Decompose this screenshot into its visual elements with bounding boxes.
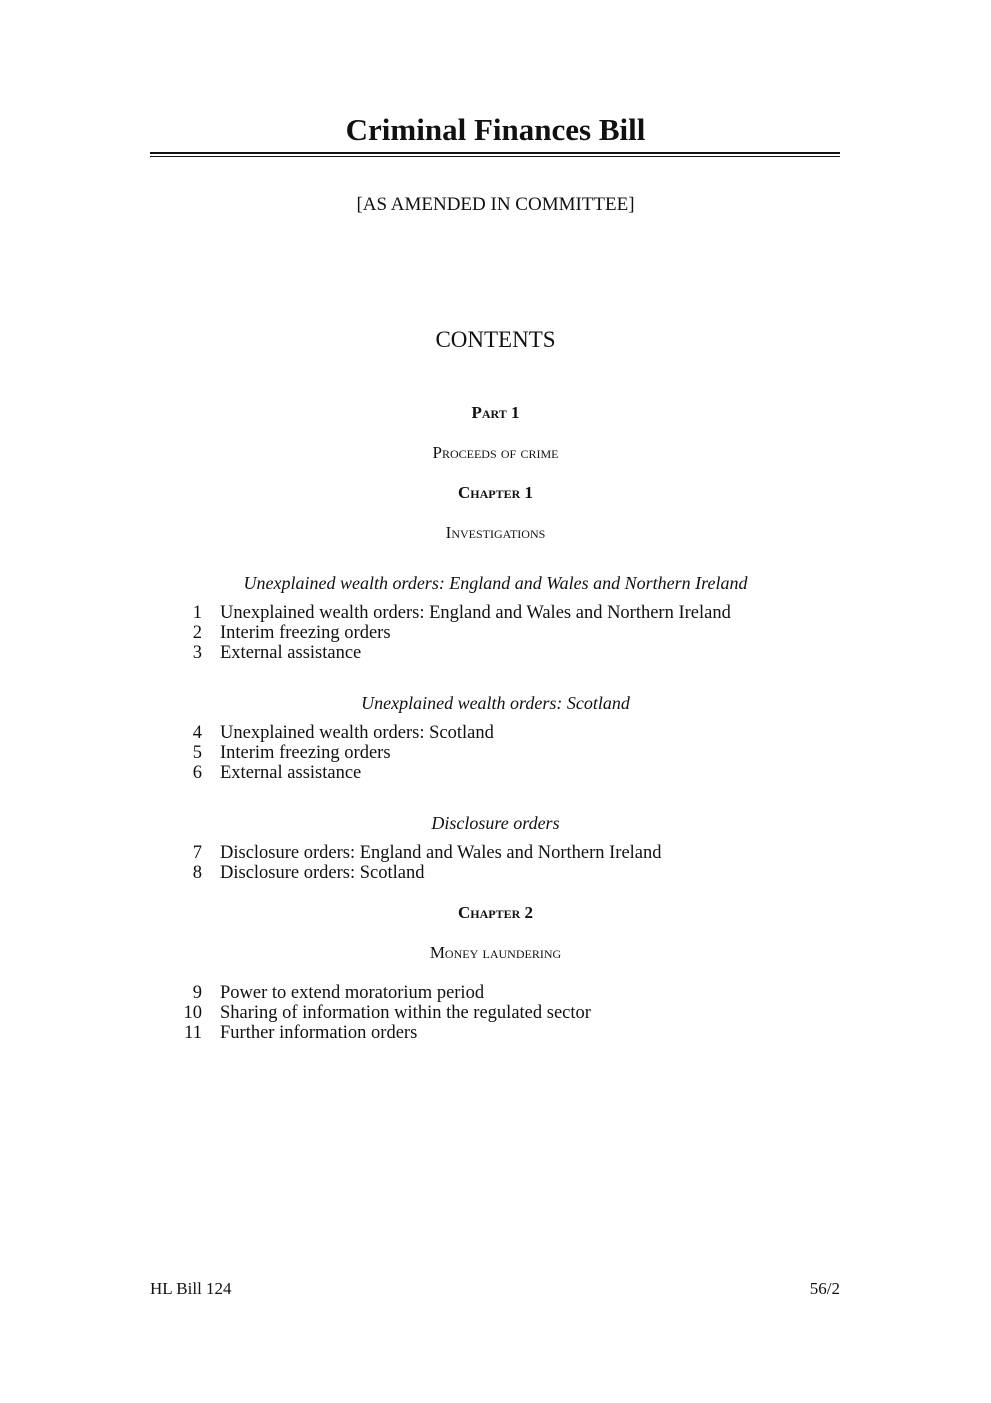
contents-item[interactable]: 9 Power to extend moratorium period	[192, 983, 485, 1003]
contents-item[interactable]: 3 External assistance	[192, 643, 362, 663]
subtitle: [AS AMENDED IN COMMITTEE]	[356, 194, 635, 215]
chapter-1-name: Investigations	[445, 523, 546, 542]
chapter-2-name: Money laundering	[429, 943, 562, 962]
part-label: Part 1	[471, 403, 520, 422]
group-heading: Unexplained wealth orders: England and Wales and Northern Ireland	[243, 573, 748, 593]
group-heading: Disclosure orders	[431, 813, 560, 833]
contents-item[interactable]: 5 Interim freezing orders	[192, 743, 391, 763]
group-heading: Unexplained wealth orders: Scotland	[361, 693, 630, 713]
chapter-2-label: Chapter 2	[457, 903, 534, 922]
contents-item[interactable]: 7 Disclosure orders: England and Wales and Northern Ireland	[192, 843, 662, 863]
contents-item[interactable]: 6 External assistance	[192, 763, 362, 783]
title-rule-bottom	[150, 156, 840, 157]
footer-reference: 56/2	[809, 1279, 840, 1298]
contents-item[interactable]: 4 Unexplained wealth orders: Scotland	[192, 723, 494, 743]
part-name: Proceeds of crime	[432, 443, 559, 462]
contents-item[interactable]: 1 Unexplained wealth orders: England and Wales and Northern Ireland	[192, 603, 731, 623]
contents-item[interactable]: 10 Sharing of information within the regulated sector	[183, 1003, 591, 1023]
document-title: Criminal Finances Bill	[345, 112, 646, 147]
contents-item[interactable]: 2 Interim freezing orders	[192, 623, 391, 643]
contents-item[interactable]: 11 Further information orders	[184, 1023, 418, 1043]
title-rule-top	[150, 152, 840, 154]
contents-item[interactable]: 8 Disclosure orders: Scotland	[192, 863, 425, 883]
chapter-1-label: Chapter 1	[457, 483, 534, 502]
footer-bill-number: HL Bill 124	[150, 1279, 232, 1298]
contents-heading: CONTENTS	[435, 327, 556, 352]
